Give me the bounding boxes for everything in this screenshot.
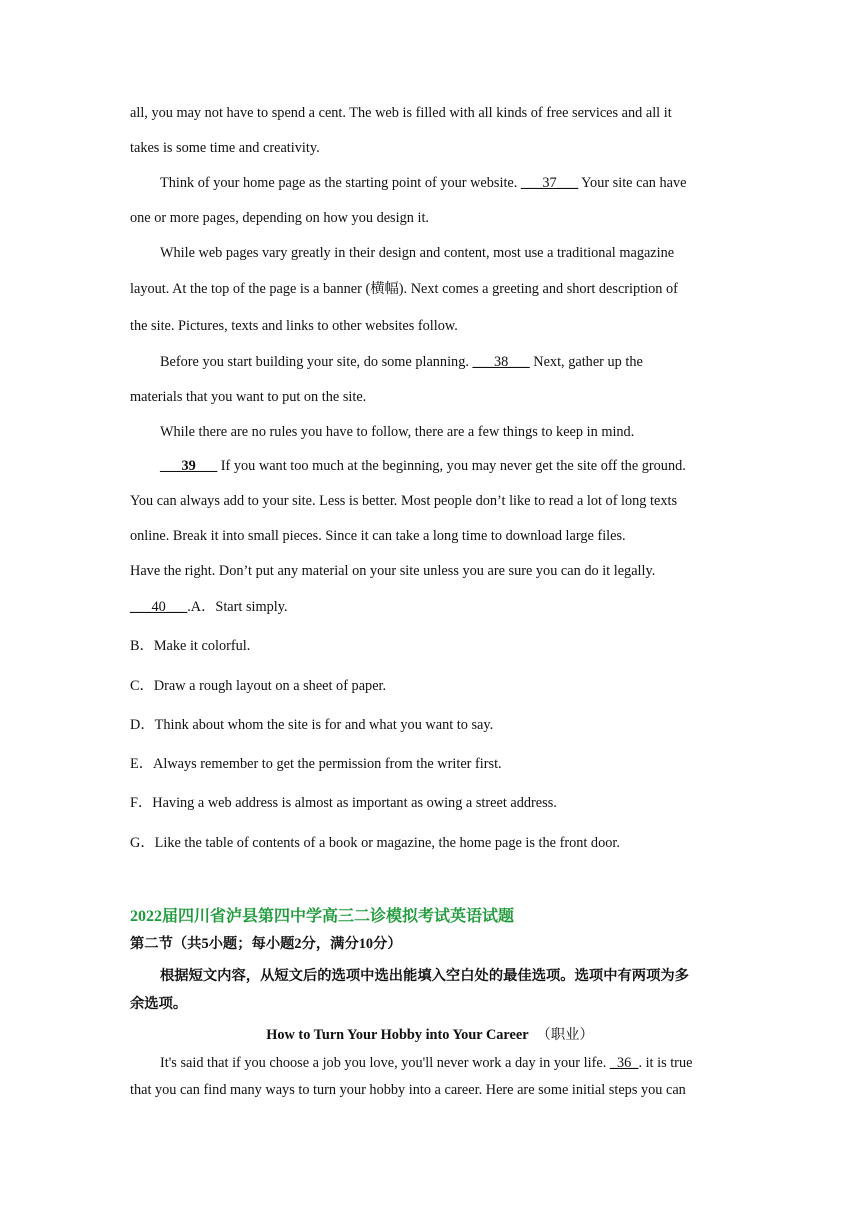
instruction-line: 根据短文内容，从短文后的选项中选出能填入空白处的最佳选项。选项中有两项为多 <box>160 968 689 984</box>
passage-line: takes is some time and creativity. <box>130 140 320 156</box>
text-run: . it is true <box>638 1055 693 1071</box>
blank-38: ___38___ <box>472 354 530 370</box>
option-b: B．Make it colorful. <box>130 638 251 654</box>
text-run: Your site can have <box>578 175 687 191</box>
text-run: Before you start building your site, do some planning. <box>160 354 473 370</box>
passage-line: online. Break it into small pieces. Since it can take a long time to download large files. <box>130 528 626 544</box>
instruction-line: 余选项。 <box>130 996 188 1012</box>
option-f: F．Having a web address is almost as important as owing a street address. <box>130 795 557 811</box>
passage-line: While web pages vary greatly in their design and content, most use a traditional magazine <box>160 245 675 261</box>
passage-title-text: How to Turn Your Hobby into Your Career <box>266 1027 529 1043</box>
passage-line: one or more pages, depending on how you design it. <box>130 210 429 226</box>
blank-37: ___37___ <box>520 175 579 191</box>
passage-line <box>160 173 760 193</box>
passage-line <box>160 456 760 476</box>
passage-line: Have the right. Don’t put any material on your site unless you are sure you can do it legally. <box>130 563 656 579</box>
passage-line: the site. Pictures, texts and links to other websites follow. <box>130 318 458 334</box>
section-subtitle: 第二节（共5小题；每小题2分，满分10分） <box>130 936 402 952</box>
option-g: G．Like the table of contents of a book or magazine, the home page is the front door. <box>130 835 620 851</box>
passage-line: that you can find many ways to turn your hobby into a career. Here are some initial steps you can <box>130 1082 686 1098</box>
passage-line: While there are no rules you have to follow, there are a few things to keep in mind. <box>160 424 635 440</box>
option-line <box>130 597 730 617</box>
passage-line: materials that you want to put on the site. <box>130 389 367 405</box>
text-run: Think of your home page as the starting point of your website. <box>160 175 521 191</box>
passage-line: You can always add to your site. Less is better. Most people don’t like to read a lot of long texts <box>130 493 678 509</box>
passage-title-note: （职业） <box>536 1027 594 1043</box>
blank-36: _36_ <box>609 1055 639 1071</box>
passage-line <box>160 352 760 372</box>
text-run: If you want too much at the beginning, you may never get the site off the ground. <box>217 458 686 474</box>
text-run: Next, gather up the <box>529 354 643 370</box>
passage-title <box>130 1025 730 1045</box>
blank-39: ___39___ <box>160 458 218 474</box>
option-d: D．Think about whom the site is for and what you want to say. <box>130 717 494 733</box>
blank-40: ___40___ <box>130 599 188 615</box>
option-c: C．Draw a rough layout on a sheet of paper. <box>130 678 387 694</box>
option-e: E．Always remember to get the permission from the writer first. <box>130 756 502 772</box>
section-title: 2022届四川省泸县第四中学高三二诊模拟考试英语试题 <box>130 908 515 925</box>
passage-line: layout. At the top of the page is a banner (横幅). Next comes a greeting and short description of <box>130 281 678 297</box>
passage-line: all, you may not have to spend a cent. The web is filled with all kinds of free services and all it <box>130 105 672 121</box>
text-run: It's said that if you choose a job you love, you'll never work a day in your life. <box>160 1055 610 1071</box>
passage-line <box>160 1053 760 1073</box>
option-a: .A．Start simply. <box>187 599 288 615</box>
